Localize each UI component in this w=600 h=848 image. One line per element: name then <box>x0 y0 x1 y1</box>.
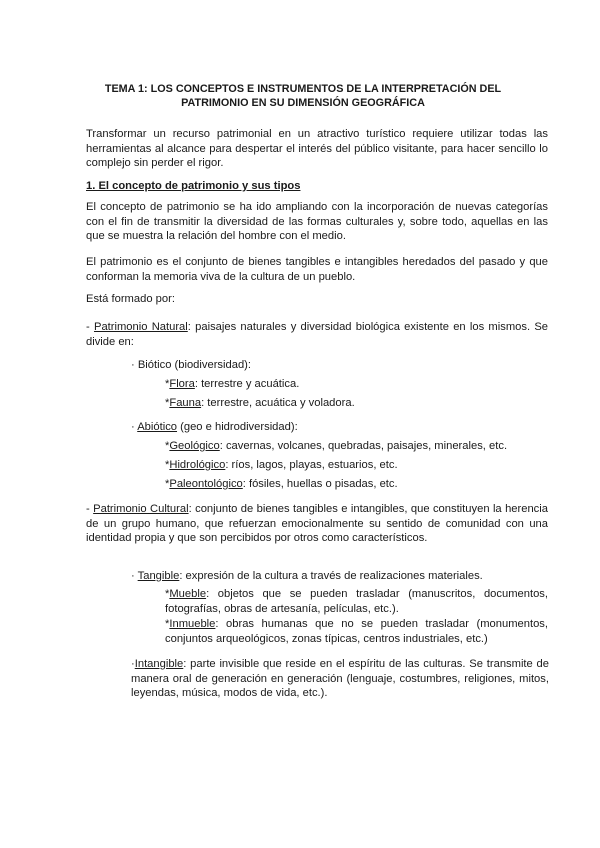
fauna-term: Fauna <box>169 397 202 409</box>
abiotic-item <box>131 420 298 435</box>
paragraph-concept: El concepto de patrimonio se ha ido ampliando con la incorporación de nuevas categorías con el fin de transmitir la diversidad de las formas culturales y, sobre todo, aquellas en las que se muestra la relación del hombre con el medio. <box>86 201 548 243</box>
hydrological-item <box>165 458 398 473</box>
flora-term: Flora <box>169 378 195 390</box>
paragraph-definition: El patrimonio es el conjunto de bienes tangibles e intangibles heredados del pasado y que conforman la memoria viva de la cultura de un pueblo. <box>86 256 548 283</box>
bullet-dot: · <box>131 570 138 582</box>
natural-heritage-paragraph <box>86 320 548 349</box>
movable-text: : objetos que se pueden trasladar (manuscritos, documentos, fotografías, obras de artesanía, películas, etc.). <box>165 588 548 615</box>
cultural-heritage-paragraph <box>86 502 548 546</box>
biotic-item: · Biótico (biodiversidad): <box>131 359 252 371</box>
paleontological-term: Paleontológico <box>169 478 243 490</box>
bullet-dot: · <box>131 658 135 670</box>
flora-text: : terrestre y acuática. <box>194 378 300 390</box>
abiotic-text: (geo e hidrodiversidad): <box>177 421 298 433</box>
natural-heritage-term: Patrimonio Natural <box>93 321 188 333</box>
section-1-heading: 1. El concepto de patrimonio y sus tipos <box>86 180 301 192</box>
bullet-star: * <box>165 378 170 390</box>
title-line-2: PATRIMONIO EN SU DIMENSIÓN GEOGRÁFICA <box>181 96 425 109</box>
bullet-star: * <box>165 459 170 471</box>
bullet-star: * <box>165 618 170 630</box>
immovable-text: : obras humanas que no se pueden trasladar (monumentos, conjuntos arqueológicos, zonas típicas, centros industriales, etc.) <box>165 618 548 645</box>
bullet-star: * <box>165 478 170 490</box>
movable-term: Mueble <box>169 588 207 600</box>
formed-by-label: Está formado por: <box>86 293 175 305</box>
fauna-text: : terrestre, acuática y voladora. <box>201 397 355 409</box>
hydrological-term: Hidrológico <box>169 459 226 471</box>
cultural-heritage-text: : conjunto de bienes tangibles e intangibles, que constituyen la herencia de un grupo humano, que refuerzan emocionalmente su sentido de comunidad con una identidad propia y que son percibidos por otros como característicos. <box>86 503 548 545</box>
intangible-item <box>131 657 549 701</box>
flora-item <box>165 377 299 392</box>
bullet-star: * <box>165 397 170 409</box>
geological-term: Geológico <box>169 440 220 452</box>
fauna-item <box>165 396 355 411</box>
hydrological-text: : ríos, lagos, playas, estuarios, etc. <box>225 459 398 471</box>
natural-heritage-text: : paisajes naturales y diversidad biológica existente en los mismos. Se divide en: <box>86 321 549 348</box>
geological-text: : cavernas, volcanes, quebradas, paisajes, minerales, etc. <box>219 440 508 452</box>
geological-item <box>165 439 507 454</box>
paleontological-item <box>165 477 398 492</box>
intangible-term: Intangible <box>134 658 184 670</box>
bullet-star: * <box>165 588 170 600</box>
tangible-item <box>131 569 548 584</box>
tangible-term: Tangible <box>137 570 180 582</box>
bullet-dot: · <box>131 421 138 433</box>
intangible-text: : parte invisible que reside en el espíritu de las culturas. Se transmite de manera oral de generación en generación (lenguaje, costumbres, religiones, mitos, leyendas, música, modos de vida, etc.). <box>131 658 549 700</box>
bullet-star: * <box>165 440 170 452</box>
title-line-1: TEMA 1: LOS CONCEPTOS E INSTRUMENTOS DE LA INTERPRETACIÓN DEL <box>104 83 502 95</box>
intro-paragraph: Transformar un recurso patrimonial en un atractivo turístico requiere utilizar todas las herramientas al alcance para despertar el interés del público visitante, para hacer sencillo lo complejo sin perder el rigor. <box>86 128 548 170</box>
abiotic-term: Abiótico <box>137 421 178 433</box>
paleontological-text: : fósiles, huellas o pisadas, etc. <box>242 478 398 490</box>
cultural-heritage-term: Patrimonio Cultural <box>93 503 189 515</box>
immovable-item <box>165 617 548 646</box>
movable-item <box>165 587 548 616</box>
dash-prefix: - <box>86 321 94 333</box>
dash-prefix: - <box>86 503 94 515</box>
tangible-text: : expresión de la cultura a través de realizaciones materiales. <box>179 570 483 582</box>
document-title <box>86 83 520 110</box>
immovable-term: Inmueble <box>169 618 216 630</box>
